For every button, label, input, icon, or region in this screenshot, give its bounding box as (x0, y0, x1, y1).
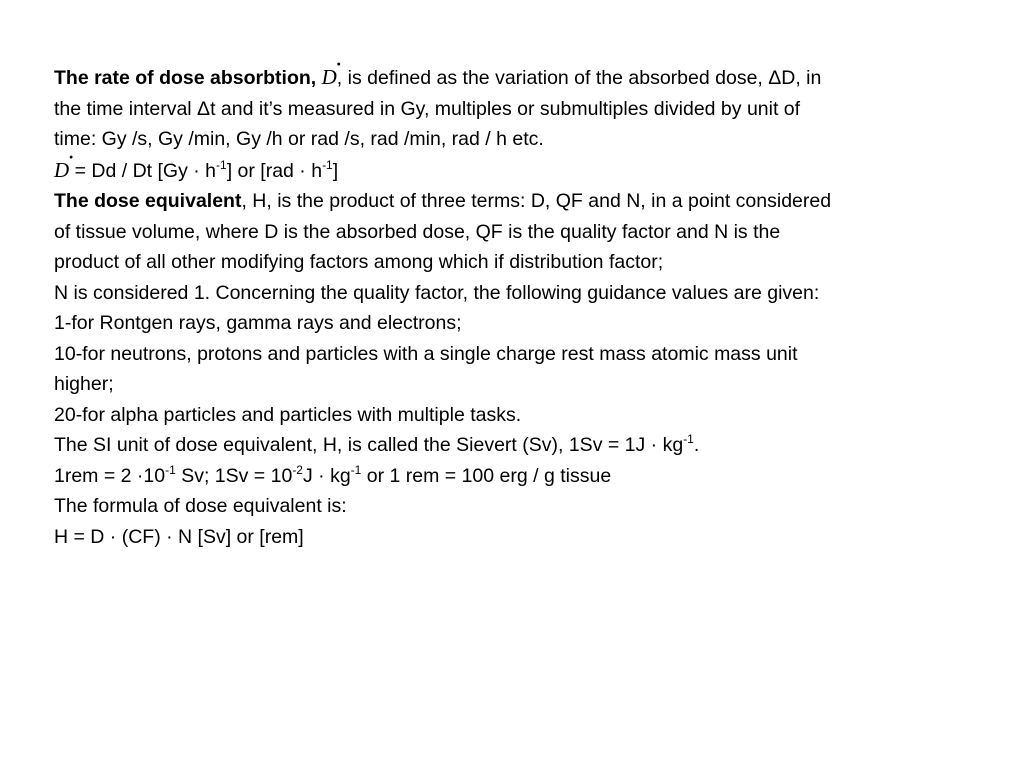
rem-sup1: -1 (165, 462, 176, 477)
rem-sup3: -1 (350, 462, 362, 477)
slide-text-body (54, 62, 984, 552)
dose-rate-formula (54, 155, 984, 187)
rem-part1: 1rem = 2 ·10 (54, 464, 166, 487)
p2-line1-text: , H, is the product of three terms: D, QF and N, in a point considered (241, 190, 832, 212)
p2-line2: of tissue volume, where D is the absorbed dose, QF is the quality factor and N is the (54, 220, 781, 243)
p2-line1 (54, 186, 984, 217)
dose-rate-heading: The rate of dose absorbtion, (54, 67, 317, 89)
quality-factor-item-1: 1-for Rontgen rays, gamma rays and electrons; (54, 312, 462, 334)
formula1-part3: ] (332, 159, 339, 182)
rem-conversion-line (54, 461, 984, 492)
formula-intro: The formula of dose equivalent is: (54, 495, 347, 517)
rem-part2: Sv; 1Sv = 10 (175, 464, 293, 487)
rem-part4: or 1 rem = 100 erg / g tissue (361, 464, 612, 487)
dose-rate-formula-symbol: D · (54, 155, 69, 186)
p2-line4: N is considered 1. Concerning the quality factor, the following guidance values are given: (54, 281, 820, 304)
rem-sup2: -2 (292, 462, 303, 477)
formula1-sup1: -1 (216, 157, 227, 172)
quality-factor-item-10: 10-for neutrons, protons and particles with a single charge rest mass atomic mass unit (54, 342, 798, 365)
p1-line1-text: , is defined as the variation of the absorbed dose, ΔD, in (336, 67, 822, 89)
dose-rate-symbol: D · (322, 62, 337, 93)
p2-line3: product of all other modifying factors among which if distribution factor; (54, 251, 664, 273)
rem-part3: J · kg (302, 464, 351, 487)
p1-line1 (54, 62, 984, 94)
si-unit-part1: The SI unit of dose equivalent, H, is called the Sievert (Sv), 1Sv = 1J · kg (54, 434, 684, 456)
quality-factor-item-10-cont: higher; (54, 373, 114, 395)
p1-line2: the time interval Δt and it’s measured in Gy, multiples or submultiples divided by unit of (54, 97, 801, 120)
formula1-part1: = Dd / Dt [Gy · h (69, 159, 217, 182)
si-unit-sup1: -1 (683, 432, 694, 446)
dose-equivalent-formula: H = D · (CF) · N [Sv] or [rem] (54, 525, 304, 548)
formula1-part2: ] or [rad · h (226, 159, 323, 182)
dose-equivalent-heading: The dose equivalent (54, 190, 242, 212)
p1-line3: time: Gy /s, Gy /min, Gy /h or rad /s, rad /min, rad / h etc. (54, 128, 544, 150)
formula1-sup2: -1 (322, 157, 333, 172)
si-unit-line (54, 430, 984, 461)
quality-factor-item-20: 20-for alpha particles and particles with multiple tasks. (54, 403, 522, 426)
si-unit-part2: . (693, 434, 700, 456)
